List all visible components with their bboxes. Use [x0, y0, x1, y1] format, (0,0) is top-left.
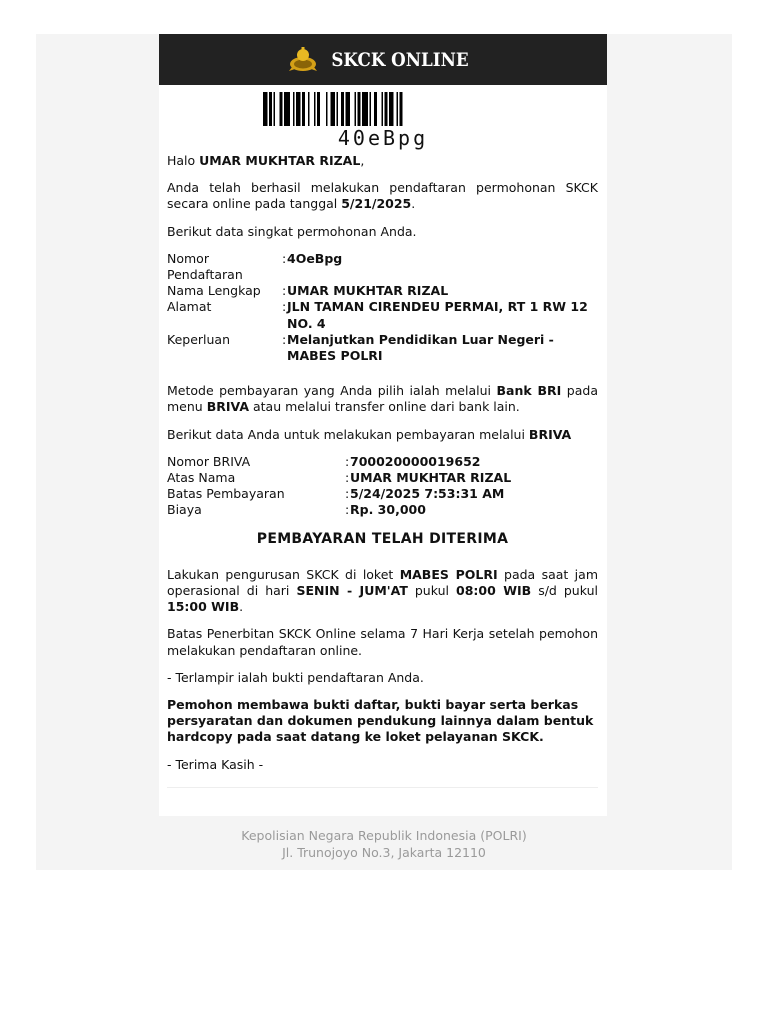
detail-label: Keperluan — [167, 331, 231, 347]
header-banner — [159, 34, 607, 85]
application-details: Nomor Pendaftaran : 4OeBpg Nama Lengkap : UMAR MUKHTAR RIZAL Alamat : JLN TAMAN CIRENDEU PERMAI, RT 1 RW 12 NO. 4 Keperluan : Melanjutkan Pendidikan Luar Negeri - MABES POLRI — [167, 251, 598, 364]
deadline-text: Batas Penerbitan SKCK Online selama 7 Hari Kerja setelah pemohon melakukan pendaftaran online. — [167, 626, 598, 658]
applicant-name: UMAR MUKHTAR RIZAL — [199, 153, 361, 168]
footer-org: Kepolisian Negara Republik Indonesia (POLRI) — [241, 828, 527, 843]
payment-label: Batas Pembayaran — [167, 486, 285, 502]
payment-label: Biaya — [167, 502, 202, 518]
registration-date: 5/21/2025 — [341, 196, 412, 212]
barcode-bar — [385, 92, 388, 126]
detail-label: Alamat — [167, 299, 212, 315]
footer-address: Jl. Trunojoyo No.3, Jakarta 12110 — [282, 844, 486, 860]
detail-value: 4OeBpg — [287, 250, 343, 266]
barcode-bar — [314, 92, 316, 126]
email-content — [159, 153, 607, 773]
barcode-bar — [358, 92, 361, 126]
barcode-bar — [341, 92, 344, 126]
barcode-bar — [302, 92, 305, 126]
notice-text: Pemohon membawa bukti daftar, bukti bayar serta berkas persyaratan dan dokumen pendukung lainnya dalam bentuk hardcopy pada saat datang ke loket pelayanan SKCK. — [167, 697, 594, 745]
polri-emblem-icon — [288, 45, 318, 75]
barcode-bar — [296, 92, 301, 126]
barcode-bar — [274, 92, 276, 126]
barcode-image — [263, 92, 503, 126]
barcode-bar — [331, 92, 336, 126]
barcode-text: 40eBpg — [337, 126, 429, 150]
payment-method-text: Metode pembayaran yang Anda pilih ialah melalui Bank BRI pada menu BRIVA atau melalui transfer online dari bank lain. — [167, 383, 598, 415]
barcode-bar — [280, 92, 283, 126]
barcode-bar — [389, 92, 394, 126]
detail-value: JLN TAMAN CIRENDEU PERMAI, RT 1 RW 12 NO. 4 — [287, 299, 588, 331]
payment-details: Nomor BRIVA : 700020000019652 Atas Nama : UMAR MUKHTAR RIZAL Batas Pembayaran : 5/24/2025 7:53:31 AM Biaya : Rp. 30,000 — [167, 454, 598, 519]
email-background — [36, 34, 732, 870]
barcode-bar — [326, 92, 328, 126]
intro-text: Anda telah berhasil melakukan pendaftaran permohonan SKCK secara online pada tanggal 5/21/2025. — [167, 180, 598, 212]
payment-intro: Berikut data Anda untuk melakukan pembayaran melalui BRIVA — [167, 426, 572, 442]
header-title: SKCK ONLINE — [331, 48, 469, 71]
divider — [167, 787, 598, 788]
payment-status: PEMBAYARAN TELAH DITERIMA — [256, 530, 509, 547]
barcode-bar — [263, 92, 268, 126]
barcode-bar — [362, 92, 368, 126]
barcode-bar — [284, 92, 290, 126]
payment-label: Atas Nama — [167, 470, 236, 486]
registration-barcode — [159, 92, 607, 149]
barcode-bar — [374, 92, 377, 126]
attachment-text: - Terlampir ialah bukti pendaftaran Anda. — [167, 669, 424, 685]
closing-text: - Terima Kasih - — [167, 756, 264, 772]
detail-label: Nama Lengkap — [167, 283, 261, 299]
payment-value: 700020000019652 — [350, 453, 481, 469]
payment-value: 5/24/2025 7:53:31 AM — [350, 486, 505, 502]
barcode-bar — [308, 92, 310, 126]
barcode-bar — [269, 92, 272, 126]
greeting: Halo UMAR MUKHTAR RIZAL, — [167, 153, 365, 168]
barcode-bar — [382, 92, 384, 126]
barcode-bar — [400, 92, 403, 126]
payment-label: Nomor BRIVA — [167, 453, 251, 469]
email-card — [159, 34, 607, 816]
detail-value: Melanjutkan Pendidikan Luar Negeri - MABES POLRI — [287, 331, 554, 364]
payment-value: Rp. 30,000 — [350, 502, 426, 518]
instructions-text: Lakukan pengurusan SKCK di loket MABES POLRI pada saat jam operasional di hari SENIN - JUM'AT pukul 08:00 WIB s/d pukul 15:00 WIB. — [167, 566, 598, 615]
summary-intro: Berikut data singkat permohonan Anda. — [167, 223, 417, 239]
barcode-bar — [355, 92, 357, 126]
payment-value: UMAR MUKHTAR RIZAL — [350, 470, 512, 486]
detail-value: UMAR MUKHTAR RIZAL — [287, 283, 449, 299]
detail-label: Nomor Pendaftaran — [167, 250, 243, 283]
barcode-bar — [370, 92, 372, 126]
barcode-bar — [397, 92, 399, 126]
barcode-bar — [346, 92, 351, 126]
footer — [36, 828, 732, 861]
barcode-bar — [337, 92, 339, 126]
barcode-bar — [293, 92, 295, 126]
barcode-bar — [317, 92, 320, 126]
